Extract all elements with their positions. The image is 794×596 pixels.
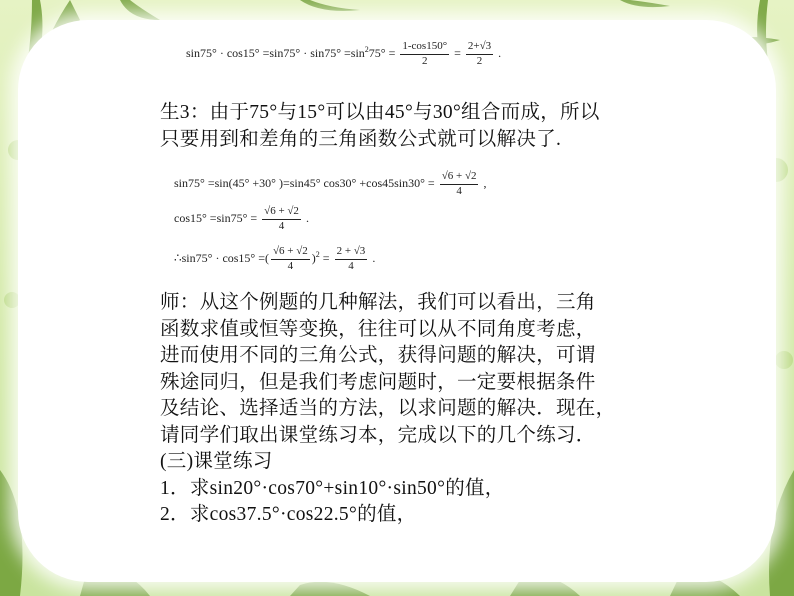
exercise-item: 2．求cos37.5°·cos22.5°的值， — [160, 504, 417, 525]
formula-term: =sin75° — [209, 210, 248, 225]
formula-operator: = — [388, 45, 396, 60]
text-line: 函数求值或恒等变换，往往可以从不同角度考虑， — [160, 318, 596, 340]
formula-term: sin75° — [186, 45, 217, 60]
formula-operator: · — [219, 45, 224, 60]
formula-exponent: 2 — [364, 44, 369, 54]
exercise-item: 1．求sin20°·cos70°+sin10°·sin50°的值， — [160, 477, 505, 499]
fraction-denominator: 2 — [476, 55, 483, 67]
formula-operator: = — [250, 210, 258, 225]
formula-term: +30° — [252, 175, 276, 190]
formula-term: ) — [311, 250, 316, 265]
teacher-paragraph — [160, 290, 615, 529]
formula-term: sin75° — [174, 175, 205, 190]
fraction-numerator: 2+√3 — [466, 40, 493, 55]
formula-sin75-cos15-squared — [186, 40, 501, 68]
fraction-numerator: √6 + √2 — [262, 205, 301, 220]
formula-punctuation: . — [305, 210, 309, 225]
formula-term: cos30° — [323, 175, 357, 190]
formula-term: )=sin45° — [278, 175, 321, 190]
fraction — [335, 245, 368, 273]
formula-cos15 — [174, 205, 309, 233]
formula-term: cos15° — [174, 210, 207, 225]
fraction — [271, 245, 310, 273]
formula-operator: = — [454, 45, 461, 60]
fraction — [400, 40, 449, 68]
text-line: 及结论、选择适当的方法，以求问题的解决．现在， — [160, 398, 616, 419]
section-heading: (三)课堂练习 — [160, 451, 273, 472]
fraction — [262, 205, 301, 233]
text-line: 只要用到和差角的三角函数公式就可以解决了. — [160, 128, 562, 150]
fraction-denominator: 4 — [287, 260, 294, 272]
formula-term: ∴sin75° — [174, 250, 213, 265]
text-line: 请同学们取出课堂练习本，完成以下的几个练习． — [160, 424, 596, 446]
formula-term: 75° — [368, 45, 386, 60]
fraction-denominator: 4 — [348, 260, 354, 272]
text-line: 殊途同归，但是我们考虑问题时，一定要根据条件 — [160, 371, 596, 393]
formula-punctuation: . — [498, 45, 502, 60]
formula-operator: = — [427, 175, 435, 190]
fraction-denominator: 2 — [421, 55, 428, 67]
formula-sin75-expansion — [174, 170, 486, 198]
text-line: 进而使用不同的三角公式，获得问题的解决，可谓 — [160, 345, 596, 366]
formula-term: =( — [258, 250, 269, 265]
formula-term: cos15° — [226, 45, 260, 60]
fraction — [440, 170, 479, 198]
fraction-numerator: 1-cos150° — [400, 40, 449, 55]
student3-paragraph — [160, 100, 600, 153]
formula-operator: · — [215, 250, 220, 265]
formula-punctuation: , — [483, 175, 487, 190]
formula-term: =sin — [344, 45, 365, 60]
fraction-denominator: 4 — [278, 220, 285, 232]
formula-term: =sin75° — [262, 45, 301, 60]
formula-exponent: 2 — [315, 249, 320, 259]
formula-operator: = — [322, 250, 330, 265]
fraction-denominator: 4 — [456, 185, 462, 197]
text-line: 师：从这个例题的几种解法，我们可以看出，三角 — [160, 292, 596, 313]
formula-operator: · — [303, 45, 308, 60]
formula-term: sin75° — [310, 45, 341, 60]
fraction — [466, 40, 493, 68]
fraction-numerator: √6 + √2 — [440, 170, 479, 185]
fraction-numerator: 2 + √3 — [335, 245, 368, 260]
formula-term: +cos45sin30° — [359, 175, 425, 190]
formula-therefore-product — [174, 245, 375, 273]
text-line: 生3：由于75°与15°可以由45°与30°组合而成，所以 — [160, 102, 600, 123]
formula-term: cos15° — [222, 250, 256, 265]
fraction-numerator: √6 + √2 — [271, 245, 310, 260]
formula-punctuation: . — [372, 250, 376, 265]
formula-term: =sin(45° — [207, 175, 250, 190]
